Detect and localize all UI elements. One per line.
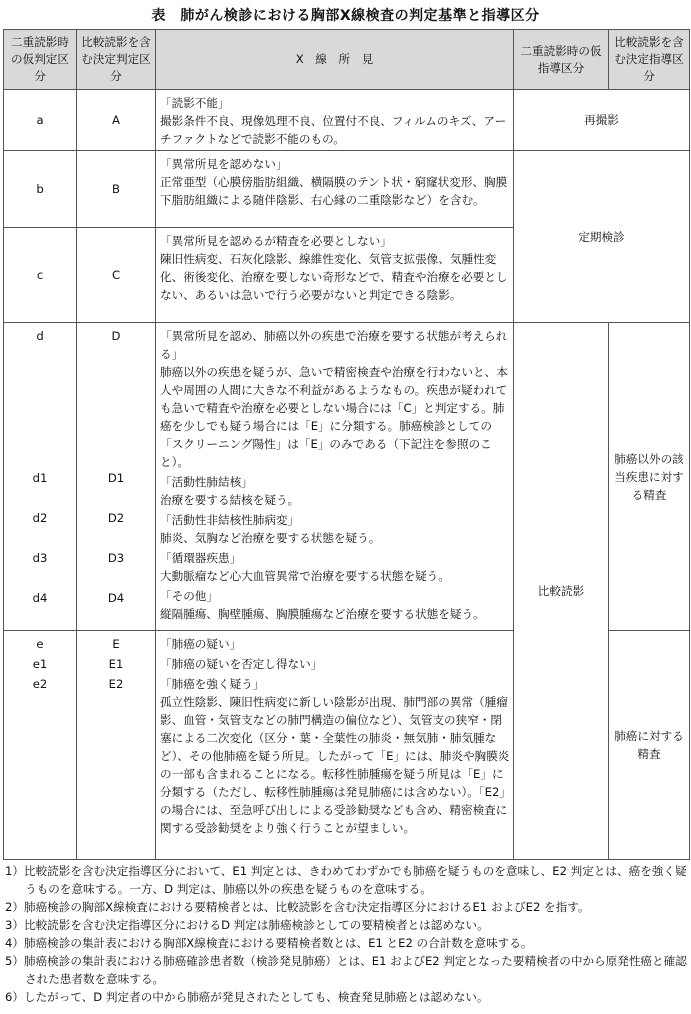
- code-E2: E2: [108, 677, 124, 691]
- code-D: D: [111, 329, 121, 343]
- finding-body: 肺癌以外の疾患を疑うが、急いで精密検査や治療を行わないと、本人や周囲の人間に大きな不利益があるようなもの。疾患が疑われても急いで精査や治療を必要としない場合には「C」と判定する。肺癌を少しでも疑う場合には「E」に分類する。肺癌検診としての「スクリーニング陽性」は「E」のみである（下記注を参照のこと）。: [160, 365, 508, 469]
- finding-body: 治療を要する結核を疑う。: [160, 493, 300, 507]
- finding-cell: [156, 151, 514, 228]
- footnote: 2）肺癌検診の胸部X線検査における要精検者とは、比較読影を含む決定指導区分におけるE1 およびE2 を指す。: [5, 900, 590, 914]
- header-final-guidance: 比較読影を含む決定指導区分: [609, 30, 690, 90]
- code-d: d: [36, 329, 44, 343]
- code-d4: d4: [32, 591, 48, 605]
- code-final: C: [77, 228, 156, 323]
- finding-heading: 「肺癌の疑い」: [160, 637, 242, 651]
- code-final: B: [77, 151, 156, 228]
- code-D3: D3: [107, 551, 125, 565]
- code-provisional: a: [4, 90, 77, 151]
- finding-body: 肺炎、気胸など治療を要する状態を疑う。: [160, 531, 381, 545]
- finding-heading: 「肺癌を強く疑う」: [160, 677, 265, 691]
- code-provisional: b: [4, 151, 77, 228]
- header-final-judgment: 比較読影を含む決定判定区分: [77, 30, 156, 90]
- code-provisional-list: [4, 323, 77, 631]
- code-provisional-list: [4, 631, 77, 860]
- finding-body: 撮影条件不良、現像処理不良、位置付不良、フィルムのキズ、アーチファクトなどで読影不能のもの。: [160, 114, 507, 146]
- code-E: E: [112, 637, 120, 651]
- footnote: 1）比較読影を含む決定指導区分において、E1 判定とは、きわめてわずかでも肺癌を疑うものを意味し、E2 判定とは、癌を強く疑うものを意味する。一方、D 判定は、肺癌以外の疾患を疑うものを意味する。: [5, 864, 687, 896]
- guidance-periodic: 定期検診: [514, 151, 690, 323]
- footnote: 3）比較読影を含む決定指導区分におけるD 判定は肺癌検診としての要精検者とは認めない。: [5, 918, 489, 932]
- finding-heading: 「活動性非結核性肺病変」: [160, 513, 300, 527]
- code-D4: D4: [107, 591, 125, 605]
- footnotes: [5, 862, 687, 1006]
- code-D1: D1: [107, 471, 125, 485]
- finding-heading: 「活動性肺結核」: [160, 475, 253, 489]
- finding-heading: 「異常所見を認めない」: [160, 157, 288, 171]
- footnote: 5）肺癌検診の集計表における肺癌確診患者数（検診発見肺癌）とは、E1 およびE2 判定となった要精検者の中から原発性癌と確認された患者数を意味する。: [5, 954, 687, 986]
- header-provisional-judgment: 二重読影時の仮判定区分: [4, 30, 77, 90]
- table-row: [4, 151, 690, 228]
- header-xray-findings: X 線 所 見: [156, 30, 514, 90]
- finding-heading: 「肺癌の疑いを否定し得ない」: [160, 657, 323, 671]
- code-d1: d1: [32, 471, 48, 485]
- finding-cell: [156, 323, 514, 631]
- code-e1: e1: [32, 657, 48, 671]
- table-row: [4, 323, 690, 631]
- finding-heading: 「異常所見を認めるが精査を必要としない」: [160, 234, 392, 248]
- criteria-table: [3, 29, 690, 860]
- table-row: [4, 90, 690, 151]
- finding-body: 縦隔腫瘍、胸壁腫瘍、胸膜腫瘍など治療を要する状態を疑う。: [160, 607, 485, 621]
- code-d3: d3: [32, 551, 48, 565]
- code-e2: e2: [32, 677, 48, 691]
- finding-cell: [156, 90, 514, 151]
- guidance-lung-cancer: 肺癌に対する精査: [609, 631, 690, 860]
- finding-heading: 「その他」: [160, 589, 218, 603]
- finding-heading: 「循環器疾患」: [160, 551, 242, 565]
- code-final-list: [77, 323, 156, 631]
- footnote: 6）したがって、D 判定者の中から肺癌が発見されたとしても、検査発見肺癌とは認めない。: [5, 990, 489, 1004]
- table-title: 表 肺がん検診における胸部X線検査の判定基準と指導区分: [151, 8, 540, 24]
- guidance-other-disease: 肺癌以外の該当疾患に対する精査: [609, 323, 690, 631]
- code-final: A: [77, 90, 156, 151]
- code-D2: D2: [107, 511, 125, 525]
- finding-heading: 「異常所見を認め、肺癌以外の疾患で治療を要する状態が考えられる」: [160, 329, 508, 361]
- finding-heading: 「読影不能」: [160, 96, 230, 110]
- finding-body: 陳旧性病変、石灰化陰影、線維性変化、気管支拡張像、気腫性変化、術後変化、治療を要しない奇形などで、精査や治療を必要としない、あるいは急いで行う必要がないと判定できる陰影。: [160, 252, 508, 302]
- finding-cell: [156, 631, 514, 860]
- guidance-compare: 比較読影: [514, 323, 609, 860]
- finding-cell: [156, 228, 514, 323]
- code-e: e: [36, 637, 44, 651]
- code-provisional: c: [4, 228, 77, 323]
- finding-body: 孤立性陰影、陳旧性病変に新しい陰影が出現、肺門部の異常（腫瘤影、血管・気管支などの肺門構造の偏位など）、気管支の狭窄・閉塞による二次変化（区分・葉・全葉性の肺炎・無気肺・肺気腫など）、その他肺癌を疑う所見。したがって「E」には、肺炎や胸膜炎の一部も含まれることになる。転移性肺腫瘍を疑う所見は「E」に分類する（ただし、転移性肺腫瘍は発見肺癌には含めない）。「E2」の場合には、至急呼び出しによる受診勧奨なども含め、精密検査に関する受診勧奨をより強く行うことが望ましい。: [160, 695, 510, 835]
- guidance-reshoot: 再撮影: [514, 90, 690, 151]
- code-E1: E1: [108, 657, 124, 671]
- header-provisional-guidance: 二重読影時の仮指導区分: [514, 30, 609, 90]
- finding-body: 大動脈瘤など心大血管異常で治療を要する状態を疑う。: [160, 569, 450, 583]
- code-d2: d2: [32, 511, 48, 525]
- finding-body: 正常亜型（心膜傍脂肪組織、横隔膜のテント状・窮窿状変形、胸膜下脂肪組織による随伴陰影、右心縁の二重陰影など）を含む。: [160, 175, 508, 207]
- footnote: 4）肺癌検診の集計表における胸部X線検査における要精検者数とは、E1 とE2 の合計数を意味する。: [5, 936, 533, 950]
- table-header-row: [4, 30, 690, 90]
- code-final-list: [77, 631, 156, 860]
